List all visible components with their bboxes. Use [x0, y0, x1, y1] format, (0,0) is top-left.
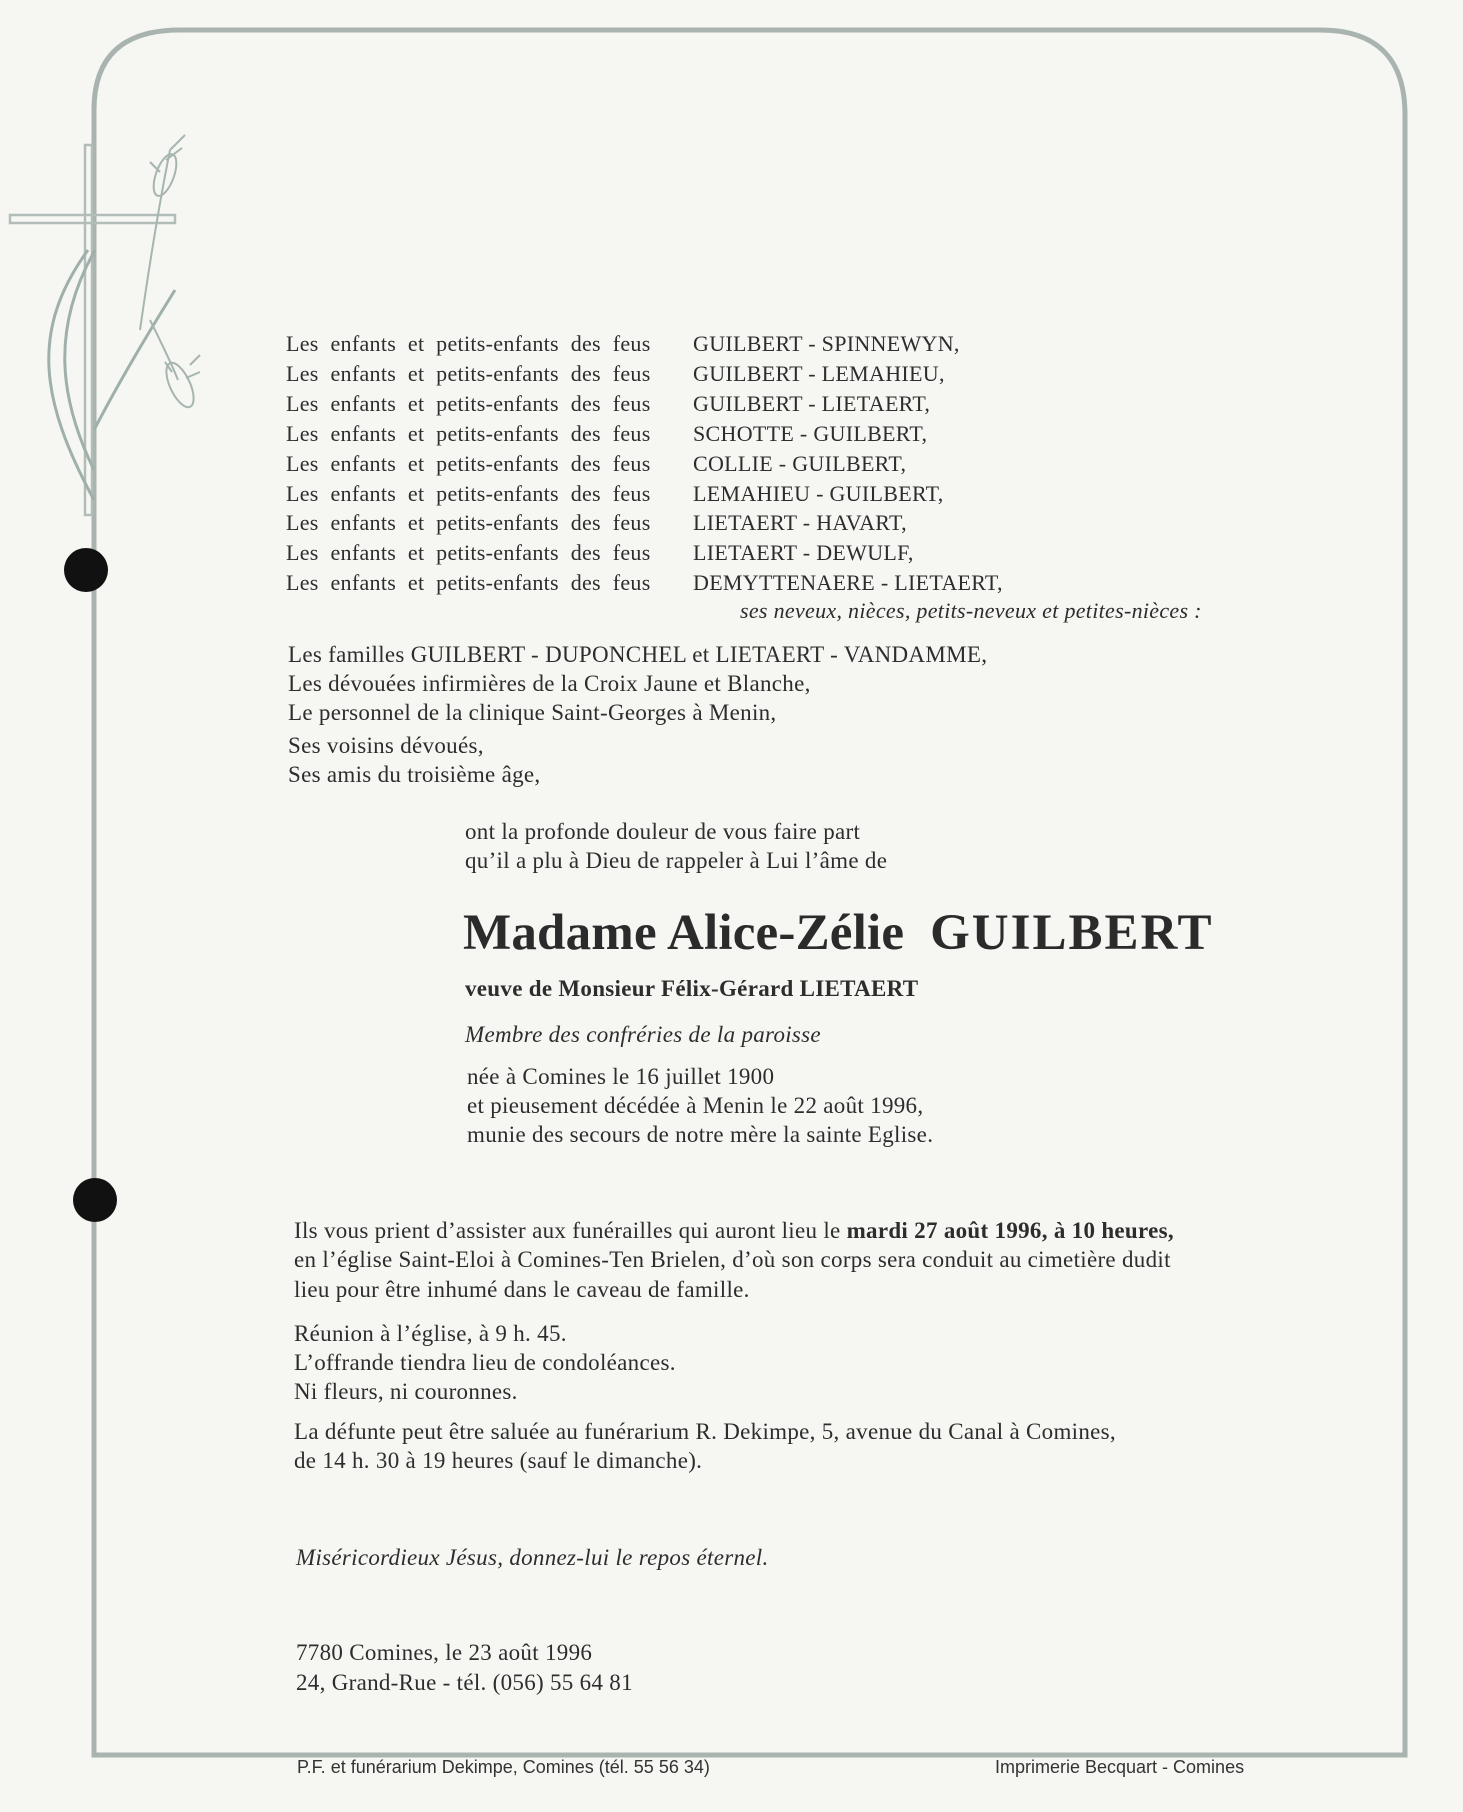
- family-line: Les enfants et petits-enfants des feus GUILBERT - LEMAHIEU,: [286, 361, 945, 386]
- family-line: Les enfants et petits-enfants des feus DEMYTTENAERE - LIETAERT,: [286, 570, 1003, 595]
- viewing-line: de 14 h. 30 à 19 heures (sauf le dimanche).: [294, 1448, 703, 1473]
- leaf-ornament-icon: [49, 250, 175, 500]
- announce-line: ont la profonde douleur de vous faire part: [465, 819, 861, 844]
- others-line: Les dévouées infirmières de la Croix Jaune et Blanche,: [288, 671, 811, 696]
- born-line: née à Comines le 16 juillet 1900: [467, 1064, 775, 1089]
- address-line: 24, Grand-Rue - tél. (056) 55 64 81: [296, 1670, 633, 1695]
- others-line: Le personnel de la clinique Saint-Georges à Menin,: [288, 700, 777, 725]
- footer-funeral-home: P.F. et funérarium Dekimpe, Comines (tél. 55 56 34): [297, 1757, 710, 1777]
- family-line: Les enfants et petits-enfants des feus SCHOTTE - GUILBERT,: [286, 421, 928, 446]
- detail-line: Réunion à l’église, à 9 h. 45.: [294, 1321, 567, 1346]
- others-line: Ses voisins dévoués,: [288, 733, 484, 758]
- funeral-line: Ils vous prient d’assister aux funérailles qui auront lieu le mardi 27 août 1996, à 10 heures,: [294, 1218, 1174, 1243]
- footer-printer: Imprimerie Becquart - Comines: [995, 1757, 1245, 1777]
- member-line: Membre des confréries de la paroisse: [465, 1022, 821, 1047]
- funeral-line: en l’église Saint-Eloi à Comines-Ten Brielen, d’où son corps sera conduit au cimetière dudit: [294, 1247, 1171, 1272]
- detail-line: L’offrande tiendra lieu de condoléances.: [294, 1350, 676, 1375]
- detail-line: Ni fleurs, ni couronnes.: [294, 1379, 518, 1404]
- sacraments-line: munie des secours de notre mère la sainte Eglise.: [467, 1122, 934, 1147]
- relatives-line: ses neveux, nièces, petits-neveux et petites-nièces :: [740, 598, 1202, 623]
- funeral-line: lieu pour être inhumé dans le caveau de famille.: [294, 1277, 750, 1302]
- family-line: Les enfants et petits-enfants des feus COLLIE - GUILBERT,: [286, 451, 907, 476]
- binder-hole: [73, 1178, 117, 1222]
- announce-line: qu’il a plu à Dieu de rappeler à Lui l’âme de: [465, 848, 888, 873]
- deceased-first-name: Madame Alice-Zélie: [463, 905, 905, 961]
- viewing-line: La défunte peut être saluée au funérarium R. Dekimpe, 5, avenue du Canal à Comines,: [294, 1419, 1116, 1444]
- prayer-line: Miséricordieux Jésus, donnez-lui le repos éternel.: [296, 1545, 769, 1570]
- died-line: et pieusement décédée à Menin le 22 août 1996,: [467, 1093, 924, 1118]
- address-line: 7780 Comines, le 23 août 1996: [296, 1640, 593, 1665]
- family-line: Les enfants et petits-enfants des feus LIETAERT - HAVART,: [286, 510, 907, 535]
- page-frame: [94, 30, 1405, 1755]
- binder-hole: [64, 548, 108, 592]
- family-line: Les enfants et petits-enfants des feus LIETAERT - DEWULF,: [286, 540, 914, 565]
- widow-line: veuve de Monsieur Félix-Gérard LIETAERT: [465, 976, 919, 1001]
- wheat-icon: [140, 135, 200, 411]
- deceased-surname: GUILBERT: [930, 905, 1214, 961]
- family-line: Les enfants et petits-enfants des feus LEMAHIEU - GUILBERT,: [286, 481, 944, 506]
- family-line: Les enfants et petits-enfants des feus GUILBERT - SPINNEWYN,: [286, 331, 960, 356]
- funeral-date: mardi 27 août 1996, à 10 heures,: [846, 1218, 1174, 1243]
- family-line: Les enfants et petits-enfants des feus GUILBERT - LIETAERT,: [286, 391, 931, 416]
- others-line: Les familles GUILBERT - DUPONCHEL et LIETAERT - VANDAMME,: [288, 642, 988, 667]
- deceased-name: [463, 904, 1214, 962]
- others-line: Ses amis du troisième âge,: [288, 762, 541, 787]
